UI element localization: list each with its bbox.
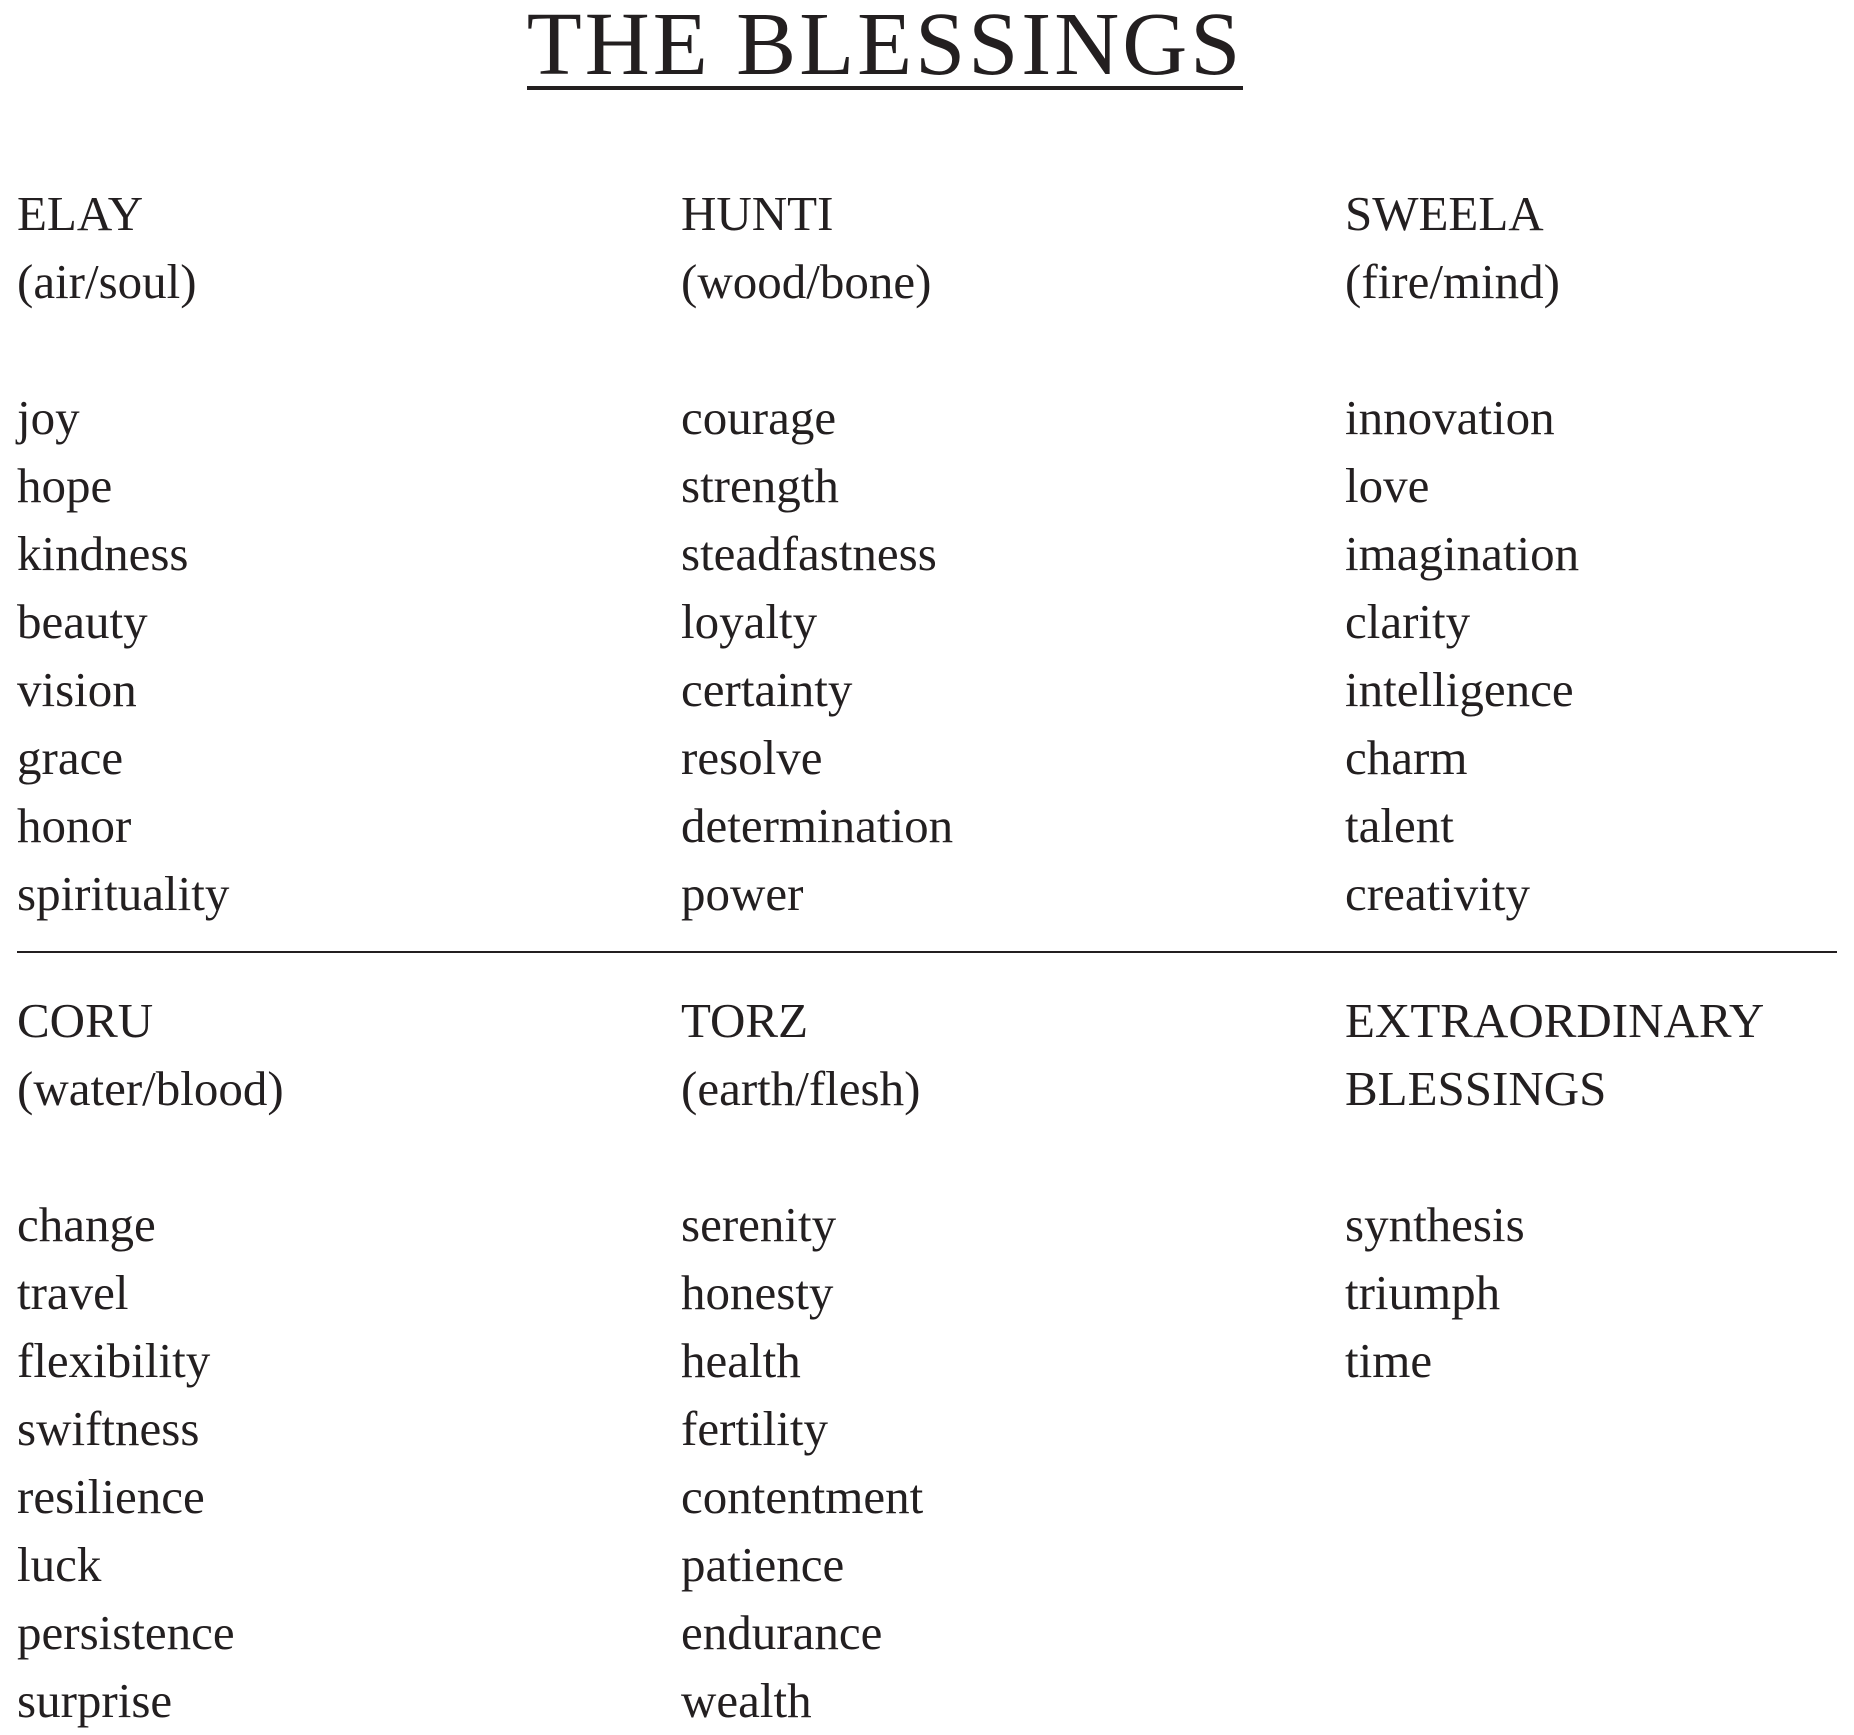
spacer — [681, 316, 953, 384]
blessing-item: intelligence — [1345, 662, 1574, 717]
group-heading: TORZ — [681, 993, 809, 1048]
blessing-group-coru — [17, 987, 284, 1735]
blessing-item: resolve — [681, 730, 823, 785]
spacer — [1345, 1123, 1764, 1191]
blessing-item: talent — [1345, 798, 1454, 853]
blessing-item: imagination — [1345, 526, 1580, 581]
group-subheading: (fire/mind) — [1345, 254, 1560, 309]
group-subheading: (earth/flesh) — [681, 1061, 921, 1116]
blessing-item: contentment — [681, 1469, 924, 1524]
blessing-item: honor — [17, 798, 132, 853]
blessing-item: patience — [681, 1537, 845, 1592]
blessing-group-hunti — [681, 180, 953, 928]
group-subheading: (wood/bone) — [681, 254, 932, 309]
page-title — [502, 0, 1268, 94]
blessing-item: endurance — [681, 1605, 883, 1660]
blessing-item: love — [1345, 458, 1430, 513]
blessing-item: serenity — [681, 1197, 837, 1252]
blessing-group-torz — [681, 987, 923, 1735]
group-heading: EXTRAORDINARY — [1345, 993, 1765, 1048]
blessing-item: hope — [17, 458, 113, 513]
blessing-item: clarity — [1345, 594, 1471, 649]
blessing-item: change — [17, 1197, 156, 1252]
blessing-item: power — [681, 866, 804, 921]
blessing-item: vision — [17, 662, 137, 717]
blessing-item: beauty — [17, 594, 148, 649]
blessing-item: health — [681, 1333, 801, 1388]
spacer — [17, 1123, 284, 1191]
blessing-item: synthesis — [1345, 1197, 1525, 1252]
group-subheading: (air/soul) — [17, 254, 197, 309]
group-heading: SWEELA — [1345, 186, 1544, 241]
blessing-item: flexibility — [17, 1333, 211, 1388]
blessing-item: swiftness — [17, 1401, 200, 1456]
group-subheading: (water/blood) — [17, 1061, 284, 1116]
spacer — [17, 316, 229, 384]
blessing-item: time — [1345, 1333, 1433, 1388]
section-divider — [17, 951, 1837, 953]
blessing-group-sweela — [1345, 180, 1579, 928]
spacer — [1345, 316, 1579, 384]
blessing-item: strength — [681, 458, 839, 513]
blessing-item: wealth — [681, 1673, 812, 1728]
blessing-item: persistence — [17, 1605, 235, 1660]
title-text: THE BLESSINGS — [526, 0, 1244, 94]
blessing-item: charm — [1345, 730, 1468, 785]
blessing-item: loyalty — [681, 594, 818, 649]
blessing-item: certainty — [681, 662, 853, 717]
blessing-item: creativity — [1345, 866, 1531, 921]
blessing-item: grace — [17, 730, 124, 785]
blessing-item: steadfastness — [681, 526, 937, 581]
blessing-item: innovation — [1345, 390, 1555, 445]
group-heading: CORU — [17, 993, 154, 1048]
blessing-group-extraordinary — [1345, 987, 1764, 1395]
group-subheading: BLESSINGS — [1345, 1061, 1607, 1116]
group-heading: ELAY — [17, 186, 144, 241]
blessing-item: triumph — [1345, 1265, 1501, 1320]
blessing-group-elay — [17, 180, 229, 928]
blessing-item: surprise — [17, 1673, 173, 1728]
blessing-item: resilience — [17, 1469, 205, 1524]
group-heading: HUNTI — [681, 186, 834, 241]
blessing-item: luck — [17, 1537, 102, 1592]
blessing-item: spirituality — [17, 866, 230, 921]
blessing-item: determination — [681, 798, 954, 853]
blessing-item: kindness — [17, 526, 189, 581]
blessing-item: courage — [681, 390, 837, 445]
blessing-item: travel — [17, 1265, 129, 1320]
blessing-item: honesty — [681, 1265, 834, 1320]
blessing-item: joy — [17, 390, 80, 445]
spacer — [681, 1123, 923, 1191]
blessing-item: fertility — [681, 1401, 828, 1456]
